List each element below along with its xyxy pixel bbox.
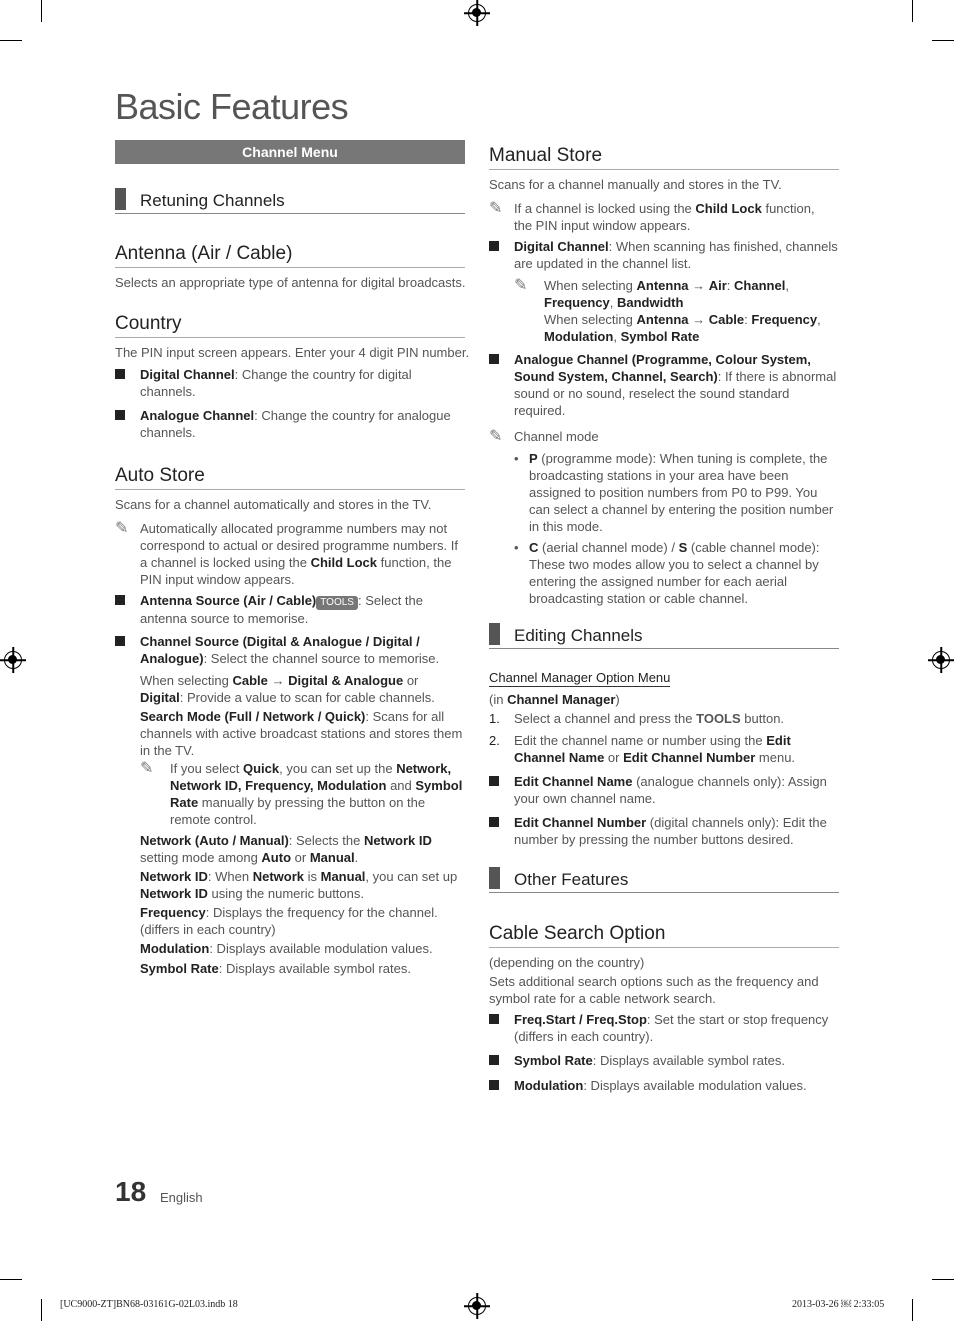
editing-heading [489, 623, 839, 649]
list-item: Channel Source (Digital & Analogue / Digital / Analogue): Select the channel source to memorise. [115, 633, 455, 667]
pencil-note-icon: ✎ [140, 760, 154, 777]
retuning-label: Retuning Channels [140, 191, 285, 210]
list-item: Analogue Channel: Change the country for analogue channels. [115, 407, 455, 441]
in-channel-manager: (in Channel Manager) [489, 692, 620, 707]
heading-bar [115, 188, 126, 210]
heading-bar [489, 623, 500, 645]
step-item: 2. Edit the channel name or number using the Edit Channel Name or Edit Channel Number menu. [489, 733, 796, 765]
footer-timestamp: 2013-03-26 ￼ 2:33:05 [792, 1299, 885, 1310]
frequency-paragraph: Frequency: Displays the frequency for the channel. (differs in each country) [140, 905, 438, 937]
bullet-icon: • [514, 540, 519, 555]
square-bullet-icon [489, 354, 499, 364]
page-title: Basic Features [115, 86, 349, 127]
crop-mark [912, 0, 913, 22]
other-features-heading [489, 867, 839, 893]
square-bullet-icon [115, 636, 125, 646]
square-bullet-icon [489, 241, 499, 251]
manual-store-desc: Scans for a channel manually and stores in the TV. [489, 177, 782, 192]
note-item: ✎ Channel mode [489, 428, 599, 445]
square-bullet-icon [489, 776, 499, 786]
tools-icon: TOOLS [316, 596, 358, 610]
square-bullet-icon [115, 410, 125, 420]
cable-search-heading: Cable Search Option [489, 923, 839, 948]
country-heading: Country [115, 313, 465, 338]
other-features-label: Other Features [514, 870, 629, 889]
square-bullet-icon [489, 1055, 499, 1065]
square-bullet-icon [489, 1014, 499, 1024]
list-item: Freq.Start / Freq.Stop: Set the start or stop frequency (differs in each country). [489, 1011, 834, 1045]
cable-paragraph: When selecting Cable → Digital & Analogue or Digital: Provide a value to scan for cable channels. [140, 673, 435, 705]
search-mode-paragraph: Search Mode (Full / Network / Quick): Scans for all channels with active broadcast stations and stores them in the TV. [140, 709, 463, 758]
list-item: Symbol Rate: Displays available symbol rates. [489, 1052, 834, 1069]
square-bullet-icon [489, 1080, 499, 1090]
crop-mark [0, 1279, 22, 1280]
note-item: ✎ If a channel is locked using the Child Lock function, the PIN input window appears. [489, 200, 815, 233]
list-item: Antenna Source (Air / Cable) TOOLS : Select the antenna source to memorise. [115, 592, 455, 627]
registration-mark-icon [468, 1297, 486, 1315]
bullet-icon: • [514, 451, 519, 466]
manual-store-heading: Manual Store [489, 145, 839, 170]
crop-mark [0, 40, 22, 41]
step-item: 1. Select a channel and press the TOOLS button. [489, 711, 785, 726]
note-item: ✎ When selecting Antenna → Air: Channel, Frequency, Bandwidth When selecting Antenna → Cable: Frequency, Modulation, Symbol Rate [514, 277, 821, 344]
square-bullet-icon [115, 595, 125, 605]
option-menu-label: Channel Manager Option Menu [489, 670, 671, 685]
network-paragraph: Network (Auto / Manual): Selects the Network ID setting mode among Auto or Manual. [140, 833, 432, 865]
country-desc: The PIN input screen appears. Enter your 4 digit PIN number. [115, 345, 470, 360]
pencil-note-icon: ✎ [115, 520, 129, 537]
network-id-paragraph: Network ID: When Network is Manual, you can set up Network ID using the numeric buttons. [140, 869, 458, 901]
auto-store-desc: Scans for a channel automatically and stores in the TV. [115, 497, 432, 512]
channel-menu-bar: Channel Menu [115, 140, 465, 164]
list-item: Edit Channel Name (analogue channels only): Assign your own channel name. [489, 773, 829, 807]
list-item: Analogue Channel (Programme, Colour System, Sound System, Channel, Search): If there is abnormal sound or no sound, reselect the sound standard required. [489, 351, 839, 419]
square-bullet-icon [489, 817, 499, 827]
footer-file-info: [UC9000-ZT]BN68-03161G-02L03.indb 18 [60, 1299, 238, 1310]
page-language: English [160, 1190, 203, 1205]
pencil-note-icon: ✎ [489, 428, 503, 445]
crop-mark [932, 40, 954, 41]
auto-store-heading: Auto Store [115, 465, 465, 490]
modulation-paragraph: Modulation: Displays available modulation values. [140, 941, 433, 956]
list-item: Digital Channel: When scanning has finished, channels are updated in the channel list. [489, 238, 841, 272]
registration-mark-icon [932, 651, 950, 669]
editing-label: Editing Channels [514, 626, 643, 645]
retuning-heading [115, 188, 465, 214]
cable-search-desc: Sets additional search options such as the frequency and symbol rate for a cable network search. [489, 974, 819, 1006]
heading-bar [489, 867, 500, 889]
antenna-heading: Antenna (Air / Cable) [115, 243, 465, 268]
pencil-note-icon: ✎ [489, 200, 503, 217]
registration-mark-icon [4, 651, 22, 669]
list-item: • C (aerial channel mode) / S (cable channel mode): These two modes allow you to select a channel by entering the assigned number for each aerial broadcasting station or cable channel. [514, 540, 820, 606]
cable-search-dep: (depending on the country) [489, 955, 645, 970]
square-bullet-icon [115, 369, 125, 379]
crop-mark [41, 0, 42, 22]
symbol-rate-paragraph: Symbol Rate: Displays available symbol rates. [140, 961, 411, 976]
pencil-note-icon: ✎ [514, 277, 528, 294]
antenna-desc: Selects an appropriate type of antenna for digital broadcasts. [115, 275, 466, 290]
crop-mark [912, 1299, 913, 1321]
note-item: ✎ If you select Quick, you can set up the Network, Network ID, Frequency, Modulation and Symbol Rate manually by pressing the button on the remote control. [140, 760, 463, 827]
list-item: Edit Channel Number (digital channels only): Edit the number by pressing the number buttons desired. [489, 814, 829, 848]
crop-mark [932, 1279, 954, 1280]
list-item: • P (programme mode): When tuning is complete, the broadcasting stations in your area have been assigned to position numbers from P0 to P99. You can select a channel by entering the position number in this mode. [514, 451, 834, 534]
list-item: Modulation: Displays available modulation values. [489, 1077, 834, 1094]
registration-mark-icon [468, 4, 486, 22]
note-item: ✎ Automatically allocated programme numbers may not correspond to actual or desired programme numbers. If a channel is locked using the Child Lock function, the PIN input window appears. [115, 520, 458, 587]
crop-mark [41, 1299, 42, 1321]
list-item: Digital Channel: Change the country for digital channels. [115, 366, 445, 400]
page-number: 18 [115, 1176, 147, 1207]
